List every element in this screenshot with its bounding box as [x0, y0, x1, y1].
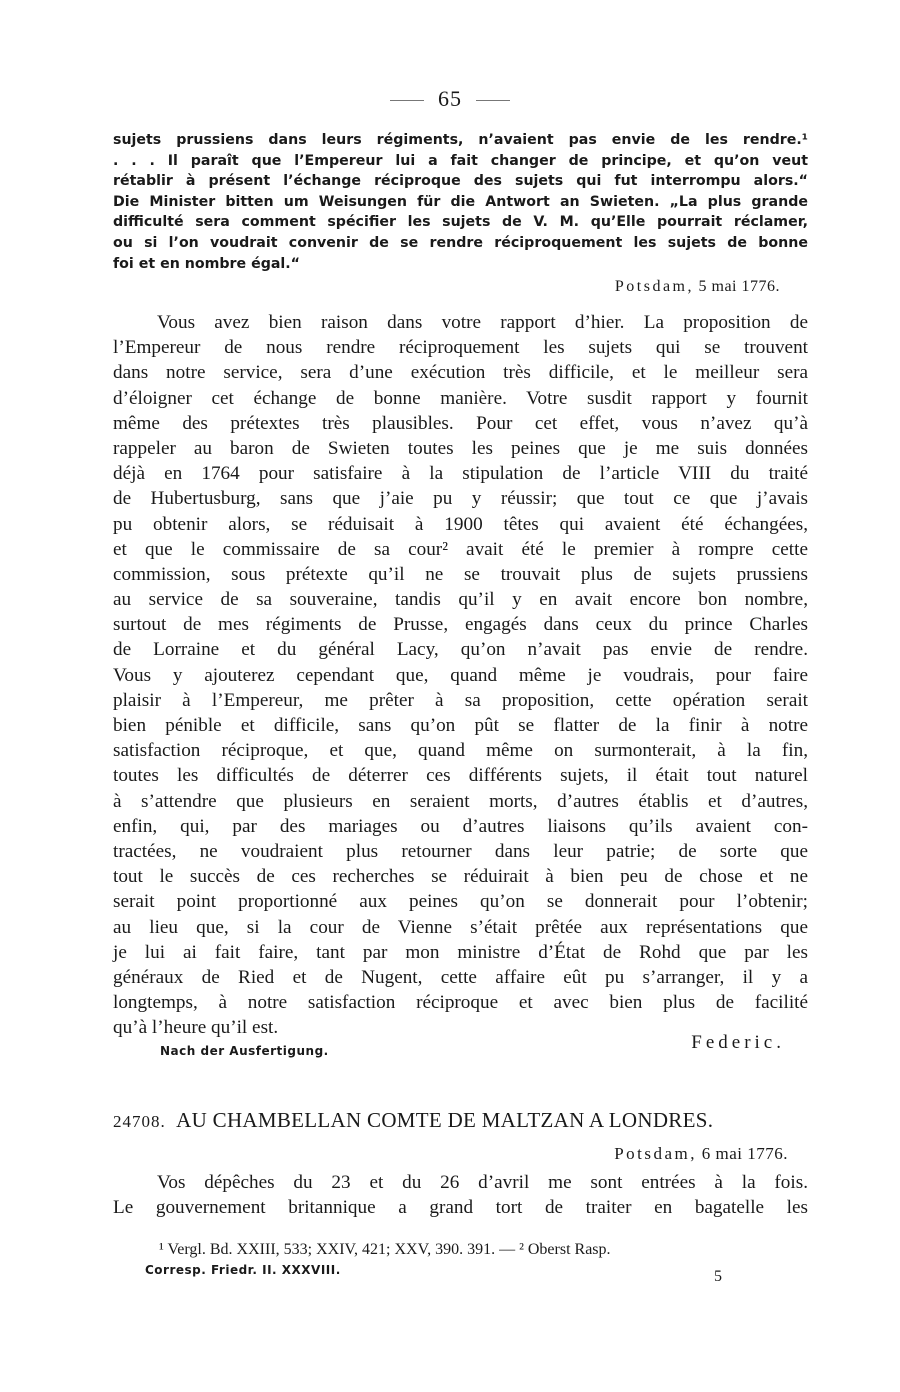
- document-number: 24708.: [113, 1112, 166, 1131]
- letter-line: à s’attendre que plusieurs en seraient morts, d’autres établis et d’autres,: [113, 790, 808, 812]
- dateline-place: Potsdam,: [614, 1144, 697, 1163]
- letter-line: même des prétextes très plausibles. Pour cet effet, vous n’avez qu’à: [113, 412, 808, 434]
- letter-line: au lieu que, si la cour de Vienne s’était prêtée aux représentations que: [113, 916, 808, 938]
- letter-line: de Hubertusburg, sans que j’aie pu y réussir; que tout ce que j’avais: [113, 488, 808, 510]
- letter-line: Vos dépêches du 23 et du 26 d’avril me sont entrées à la fois.: [157, 1172, 808, 1193]
- letter-line: commission, sous prétexte qu’il ne se trouvait plus de sujets prussiens: [113, 563, 808, 585]
- letter-line: Vous y ajouterez cependant que, quand même je voudrais, pour faire: [113, 664, 808, 686]
- quote-line: rétablir à présent l’échange réciproque des sujets qui fut interrompu alors.“: [113, 173, 808, 190]
- header-rule-right: [476, 100, 510, 101]
- letter-line: et que le commissaire de sa cour² avait été le premier à rompre cette: [113, 538, 808, 560]
- dateline-place: Potsdam,: [614, 278, 694, 295]
- quote-line: difficulté sera comment spécifier les sujets de V. M. qu’Elle pourrait réclamer,: [113, 214, 808, 231]
- letter-line: généraux de Ried et de Nugent, cette affaire eût pu s’arranger, il y a: [113, 966, 808, 988]
- letter-line: dans notre service, sera d’une exécution très difficile, et le meilleur sera: [113, 362, 808, 384]
- quote-line: Die Minister bitten um Weisungen für die Antwort an Swieten. „La plus grande: [113, 193, 808, 210]
- dateline-second-letter: [450, 1144, 788, 1164]
- letter-line: plaisir à l’Empereur, me prêter à sa proposition, cette opération serait: [113, 689, 808, 711]
- signature: Federic.: [691, 1032, 785, 1053]
- letter-line: bien pénible et difficile, sans qu’on pût se flatter de la finir à notre: [113, 715, 808, 736]
- letter-line: toutes les difficultés de déterrer ces différents sujets, il était tout naturel: [113, 765, 808, 787]
- letter-line: l’Empereur de nous rendre réciproquement les sujets qui se trouvent: [113, 337, 808, 359]
- letter-line: tractées, ne voudraient plus retourner dans leur patrie; de sorte que: [113, 840, 808, 862]
- letter-body: [113, 310, 808, 1040]
- letter-line: pu obtenir alors, se réduisait à 1900 têtes qui avaient été échangées,: [113, 513, 808, 535]
- letter-line: d’éloigner cet échange de bonne manière. Votre susdit rapport y fournit: [113, 387, 808, 409]
- gathering-number: 5: [714, 1268, 722, 1285]
- letter-line: Le gouvernement britannique a grand tort de traiter en bagatelle les: [113, 1197, 808, 1219]
- letter-line: déjà en 1764 pour satisfaire à la stipulation de l’article VIII du traité: [113, 463, 808, 485]
- document-heading: [113, 1108, 810, 1133]
- second-letter-body: [113, 1170, 808, 1220]
- dateline-first-letter: [450, 278, 780, 296]
- quoted-report: [113, 130, 808, 274]
- letter-line: satisfaction réciproque, et que, quand même on surmonterait, à la fin,: [113, 740, 808, 762]
- page-number: 65: [438, 86, 462, 111]
- letter-line: tout le succès de ces recherches se réduirait à bien peu de chose et ne: [113, 866, 808, 888]
- footnotes: [145, 1240, 611, 1280]
- document-title: AU CHAMBELLAN COMTE DE MALTZAN A LONDRES.: [176, 1108, 714, 1132]
- letter-line: serait point proportionné aux peines qu’on se donnerait pour l’obtenir;: [113, 891, 808, 913]
- quote-line: ou si l’on voudrait convenir de se rendre réciproquement les sujets de bonne: [113, 234, 808, 251]
- letter-line: surtout de mes régiments de Prusse, engagés dans ceux du prince Charles: [113, 614, 808, 636]
- dateline-date: 6 mai 1776.: [701, 1144, 788, 1163]
- quote-line: sujets prussiens dans leurs régiments, n’avaient pas envie de les rendre.¹: [113, 132, 808, 148]
- letter-line: de Lorraine et du général Lacy, qu’on n’avait pas envie de rendre.: [113, 639, 808, 661]
- letter-line: je lui ai fait faire, tant par mon ministre d’État de Rohd que par les: [113, 941, 808, 963]
- source-note: Nach der Ausfertigung.: [160, 1044, 329, 1058]
- letter-line: enfin, qui, par des mariages ou d’autres liaisons qu’ils avaient con-: [113, 815, 808, 837]
- letter-line: longtemps, à notre satisfaction réciproque et avec bien plus de facilité: [113, 992, 808, 1014]
- quote-line: . . . Il paraît que l’Empereur lui a fait changer de principe, et qu’on veut: [113, 152, 808, 169]
- letter-line: Vous avez bien raison dans votre rapport d’hier. La proposition de: [157, 312, 808, 333]
- page-header: [0, 86, 900, 112]
- letter-line: qu’à l’heure qu’il est.: [113, 1017, 279, 1039]
- quote-line: foi et en nombre égal.“: [113, 255, 301, 272]
- printer-signature-mark: Corresp. Friedr. II. XXXVIII.: [145, 1263, 341, 1277]
- letter-line: rappeler au baron de Swieten toutes les peines que je me suis données: [113, 437, 808, 459]
- footnote-line: ¹ Vergl. Bd. XXIII, 533; XXIV, 421; XXV, 390. 391. — ² Oberst Rasp.: [159, 1241, 611, 1258]
- dateline-date: 5 mai 1776.: [698, 278, 780, 295]
- letter-line: au service de sa souveraine, tandis qu’il y en avait encore bon nombre,: [113, 589, 808, 611]
- header-rule-left: [390, 100, 424, 101]
